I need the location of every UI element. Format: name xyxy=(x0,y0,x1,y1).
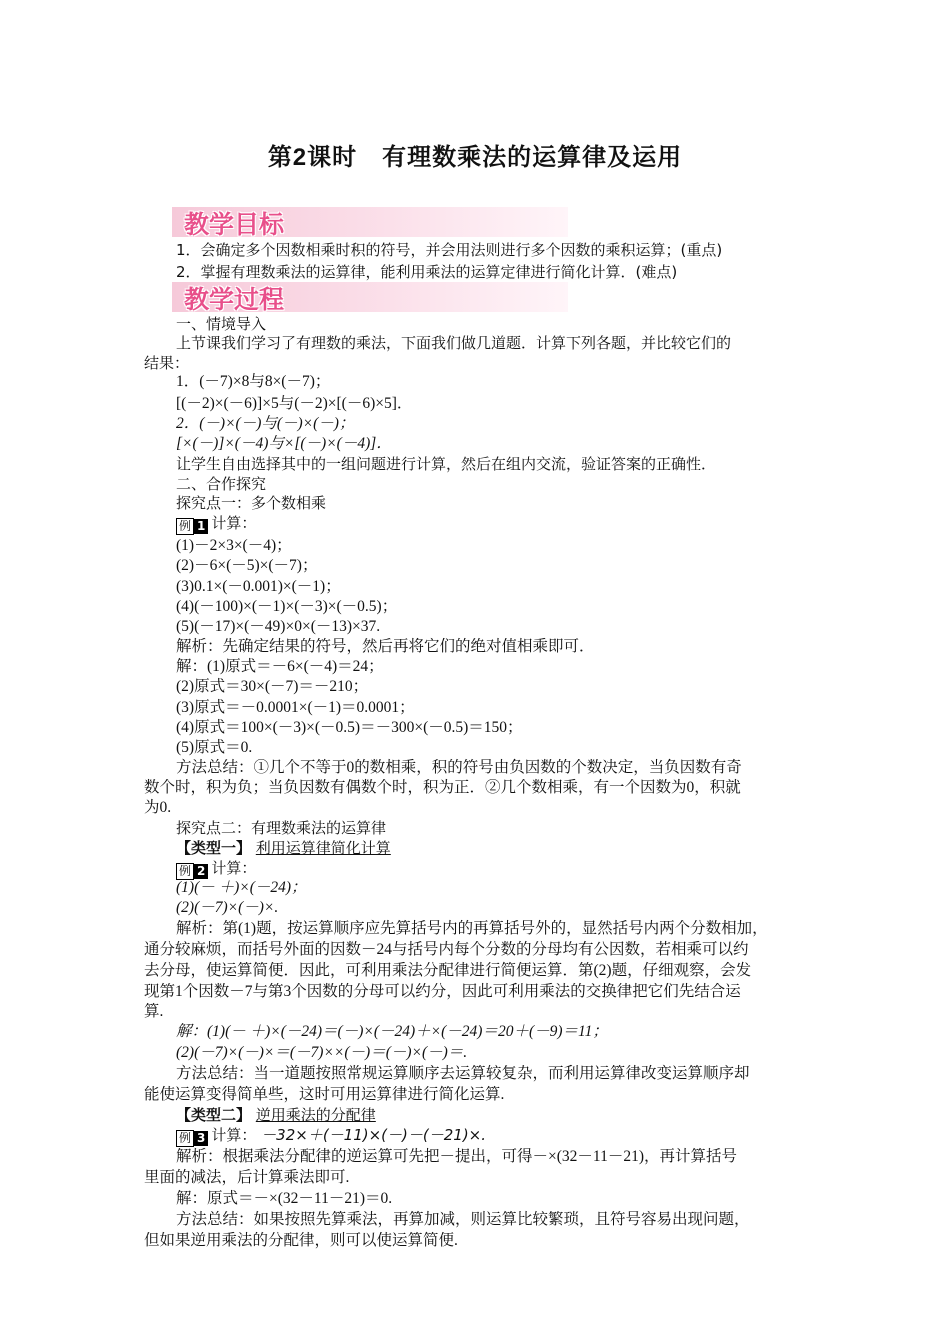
example-1-item-4: (4)(－100)×(－1)×(－3)×(－0.5)； xyxy=(176,598,398,615)
example-3-analysis-2: 里面的减法，后计算乘法即可. xyxy=(144,1169,350,1186)
example-3-summary-2: 但如果逆用乘法的分配律，则可以使运算简便. xyxy=(144,1232,458,1249)
example-3-header xyxy=(176,1125,486,1147)
example-2-analysis-2: 通分较麻烦，而括号外面的因数－24与括号内每个分数的分母均有公因数，若相乘可以约 xyxy=(144,941,749,958)
example-2-analysis-1: 解析：第(1)题，按运算顺序应先算括号内的再算括号外的，显然括号内两个分数相加， xyxy=(176,920,768,937)
example-1-item-3: (3)0.1×(－0.001)×(－1)； xyxy=(176,578,341,595)
example-2-summary-1: 方法总结：当一道题按照常规运算顺序去运算较复杂，而利用运算律改变运算顺序却 xyxy=(176,1065,750,1082)
goals-banner xyxy=(172,207,568,237)
intro-line-2: 结果： xyxy=(144,354,190,372)
example-1-solution-4: (4)原式＝100×(－3)×(－0.5)＝－300×(－0.5)＝150； xyxy=(176,719,523,736)
example-3-label: 计算： xyxy=(211,1126,257,1144)
example-1-label: 计算： xyxy=(211,514,257,532)
goals-banner-label: 教学目标 xyxy=(184,211,285,239)
example-1-item-2: (2)－6×(－5)×(－7)； xyxy=(176,557,318,574)
example-3-badge: 例 3 xyxy=(176,1130,208,1147)
example-1-analysis: 解析：先确定结果的符号，然后再将它们的绝对值相乘即可． xyxy=(176,638,595,655)
example-1-badge: 例 1 xyxy=(176,518,208,535)
section-2-heading: 二、合作探究 xyxy=(176,475,267,493)
example-2-item-1: (1)(－ ＋)×(－24)； xyxy=(176,879,307,896)
process-banner xyxy=(172,282,568,312)
example-2-analysis-5: 算. xyxy=(144,1003,164,1020)
goal-2: 2．掌握有理数乘法的运算律，能利用乘法的运算定律进行简化计算．(难点) xyxy=(176,263,678,281)
example-1-solution-5: (5)原式＝0. xyxy=(176,739,253,756)
example-1-summary-3: 为0. xyxy=(144,799,172,816)
example-1-item-1: (1)－2×3×(－4)； xyxy=(176,537,292,554)
example-2-solution-1: 解：(1)(－ ＋)×(－24)＝(－)×(－24)＋×(－24)＝20＋(－9)＝11； xyxy=(176,1023,608,1040)
example-1-solution-1: 解：(1)原式＝－6×(－4)＝24； xyxy=(176,658,384,675)
type-2-title: 逆用乘法的分配律 xyxy=(255,1106,376,1124)
example-2-header xyxy=(176,858,256,880)
example-1-summary-2: 数个时，积为负；当负因数有偶数个时，积为正．②几个数相乘，有一个因数为0，积就 xyxy=(144,779,741,796)
example-3-summary-1: 方法总结：如果按照先算乘法，再算加减，则运算比较繁琐，且符号容易出现问题， xyxy=(176,1211,750,1228)
question-1a: 1．(－7)×8与8×(－7)； xyxy=(176,373,331,390)
section-1-heading: 一、情境导入 xyxy=(176,315,267,333)
example-2-summary-2: 能使运算变得简单些，这时可用运算律进行简化运算. xyxy=(144,1086,505,1103)
example-1-solution-3: (3)原式＝－0.0001×(－1)＝0.0001； xyxy=(176,699,415,716)
process-banner-label: 教学过程 xyxy=(184,286,285,314)
explore-point-1: 探究点一：多个数相乘 xyxy=(176,494,327,512)
example-2-analysis-3: 去分母，使运算简便．因此，可利用乘法分配律进行简便运算．第(2)题，仔细观察，会发 xyxy=(144,962,752,979)
type-1-title: 利用运算律简化计算 xyxy=(255,839,391,857)
example-3-analysis-1: 解析：根据乘法分配律的逆运算可先把－提出，可得－×(32－11－21)，再计算括号 xyxy=(176,1148,737,1165)
example-2-solution-2: (2)(－7)×(－)×＝(－7)××(－)＝(－)×(－)＝. xyxy=(176,1044,468,1061)
intro-line-1: 上节课我们学习了有理数的乘法，下面我们做几道题．计算下列各题，并比较它们的 xyxy=(176,334,732,352)
example-2-label: 计算： xyxy=(211,859,257,877)
question-2a: 2．(－)×(－)与(－)×(－)； xyxy=(176,415,355,432)
example-2-badge: 例 2 xyxy=(176,863,208,880)
type-1-bracket: 【类型一】 xyxy=(176,839,252,857)
explore-point-2: 探究点二：有理数乘法的运算律 xyxy=(176,819,387,837)
question-2b: [×(－)]×(－4)与×[(－)×(－4)]． xyxy=(176,435,392,452)
example-1-header xyxy=(176,513,256,535)
example-3-expression: －32×＋(－11)×(－)－(－21)×. xyxy=(261,1126,487,1144)
page-title: 第2课时 有理数乘法的运算律及运用 xyxy=(267,144,683,171)
type-2-header xyxy=(176,1105,376,1125)
example-1-solution-2: (2)原式＝30×(－7)＝－210； xyxy=(176,678,369,695)
example-2-analysis-4: 现第1个因数－7与第3个因数的分母可以约分，因此可利用乘法的交换律把它们先结合运 xyxy=(144,983,741,1000)
question-1b: [(－2)×(－6)]×5与(－2)×[(－6)×5]． xyxy=(176,395,413,412)
example-3-solution: 解：原式＝－×(32－11－21)＝0. xyxy=(176,1190,393,1207)
goal-1: 1．会确定多个因数相乘时积的符号，并会用法则进行多个因数的乘积运算；(重点) xyxy=(176,241,723,259)
type-1-header xyxy=(176,838,391,858)
type-2-bracket: 【类型二】 xyxy=(176,1106,252,1124)
intro-note: 让学生自由选择其中的一组问题进行计算，然后在组内交流，验证答案的正确性． xyxy=(176,455,717,473)
example-1-item-5: (5)(－17)×(－49)×0×(－13)×37. xyxy=(176,618,381,635)
example-1-summary-1: 方法总结：①几个不等于0的数相乘，积的符号由负因数的个数决定，当负因数有奇 xyxy=(176,759,742,776)
example-2-item-2: (2)(－7)×(－)×. xyxy=(176,899,279,916)
